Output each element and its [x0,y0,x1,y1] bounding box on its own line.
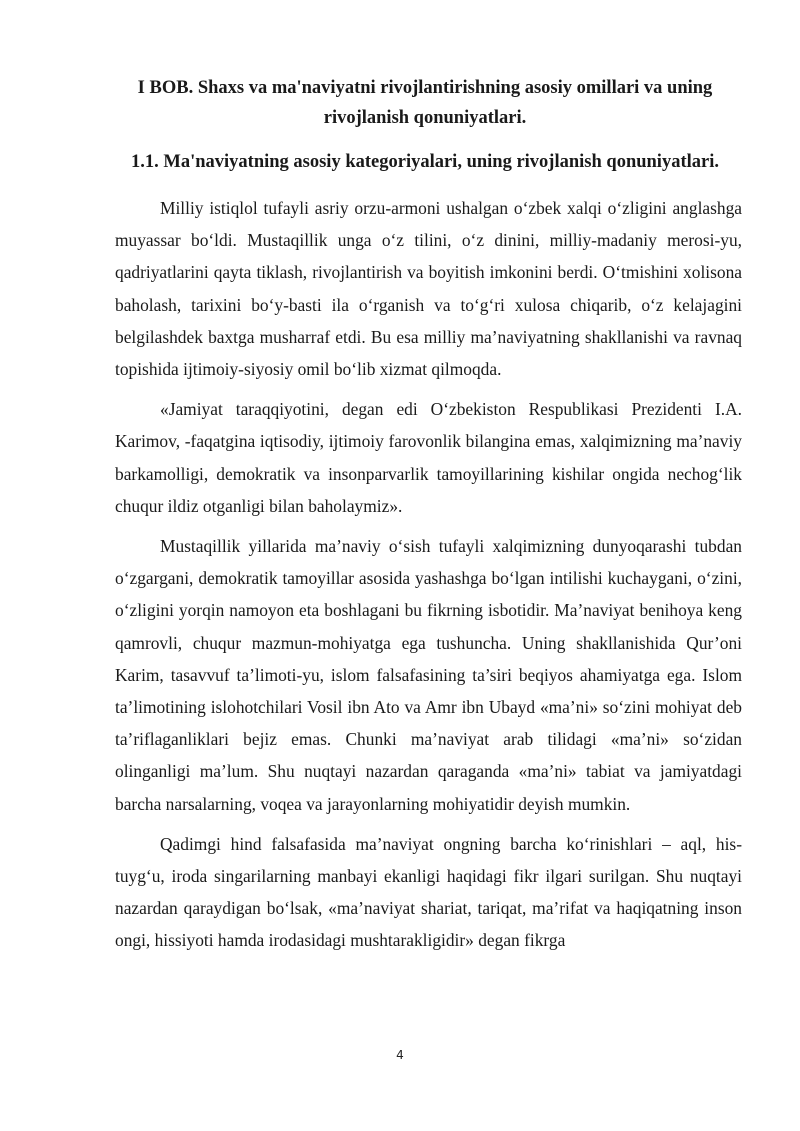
chapter-title: I BOB. Shaxs va ma'naviyatni rivojlantirishning asosiy omillari va uning rivojlanish qonuniyatlari. [137,78,713,128]
page-number: 4 [396,1048,404,1062]
paragraph-3: Mustaqillik yillarida ma’naviy o‘sish tufayli xalqimizning dunyoqarashi tubdan o‘zgargani, demokratik tamoyillar asosida yashashga bo‘lgan intilishi kuchaygani, o‘zini, o‘zligini yorqin namoyon eta boshlagani bu fikrning isbotidir. Ma’naviyat benihoya keng qamrovli, chuqur mazmun-mohiyatga ega tushuncha. Uning shakllanishida Qur’oni Karim, tasavvuf ta’limoti-yu, islom falsafasining ta’siri beqiyos ahamiyatga ega. Islom ta’limotining islohotchilari Vosil ibn Ato va Amr ibn Ubayd «ma’ni» so‘zini mohiyat deb ta’riflaganliklari bejiz emas. Chunki ma’naviyat arab tilidagi «ma’ni» so‘zidan olinganligi ma’lum. Shu nuqtayi nazardan qaraganda «ma’ni» tabiat va jamiyatdagi barcha narsalarning, voqea va jarayonlarning mohiyatidir deyish mumkin. [115,536,742,814]
paragraph-4: Qadimgi hind falsafasida ma’naviyat ongning barcha ko‘rinishlari – aql, his-tuyg‘u, iroda singarilarning manbayi ekanligi haqidagi fikr ilgari surilgan. Shu nuqtayi nazardan qaraydigan bo‘lsak, «ma’naviyat shariat, tariqat, ma’rifat va haqiqatning inson ongi, hissiyoti hamda irodasidagi mushtarakligidir» degan fikrga [115,833,742,951]
paragraph-1: Milliy istiqlol tufayli asriy orzu-armoni ushalgan o‘zbek xalqi o‘zligini anglashga muyassar bo‘ldi. Mustaqillik unga o‘z tilini, o‘z dinini, milliy-madaniy merosi-yu, qadriyatlarini qayta tiklash, rivojlantirish va boyitish imkonini berdi. O‘tmishini xolisona baholash, tarixini bo‘y-basti ila o‘rganish va to‘g‘ri xulosa chiqarib, o‘z kelajagini belgilashdek baxtga musharraf etdi. Bu esa milliy ma’naviyatning shakllanishi va ravnaq topishida ijtimoiy-siyosiy omil bo‘lib xizmat qilmoqda. [115,198,742,380]
section-title: 1.1. Ma'naviyatning asosiy kategoriyalari, uning rivojlanish qonuniyatlari. [131,152,719,172]
body-text [115,192,742,965]
paragraph-2: «Jamiyat taraqqiyotini, degan edi O‘zbekiston Respublikasi Prezidenti I.A. Karimov, -faqatgina iqtisodiy, ijtimoiy farovonlik bilangina emas, xalqimizning ma’naviy barkamolligi, demokratik va insonparvarlik tamoyillarining kishilar ongida nechog‘lik chuqur ildiz otganligi bilan baholaymiz». [115,399,742,516]
